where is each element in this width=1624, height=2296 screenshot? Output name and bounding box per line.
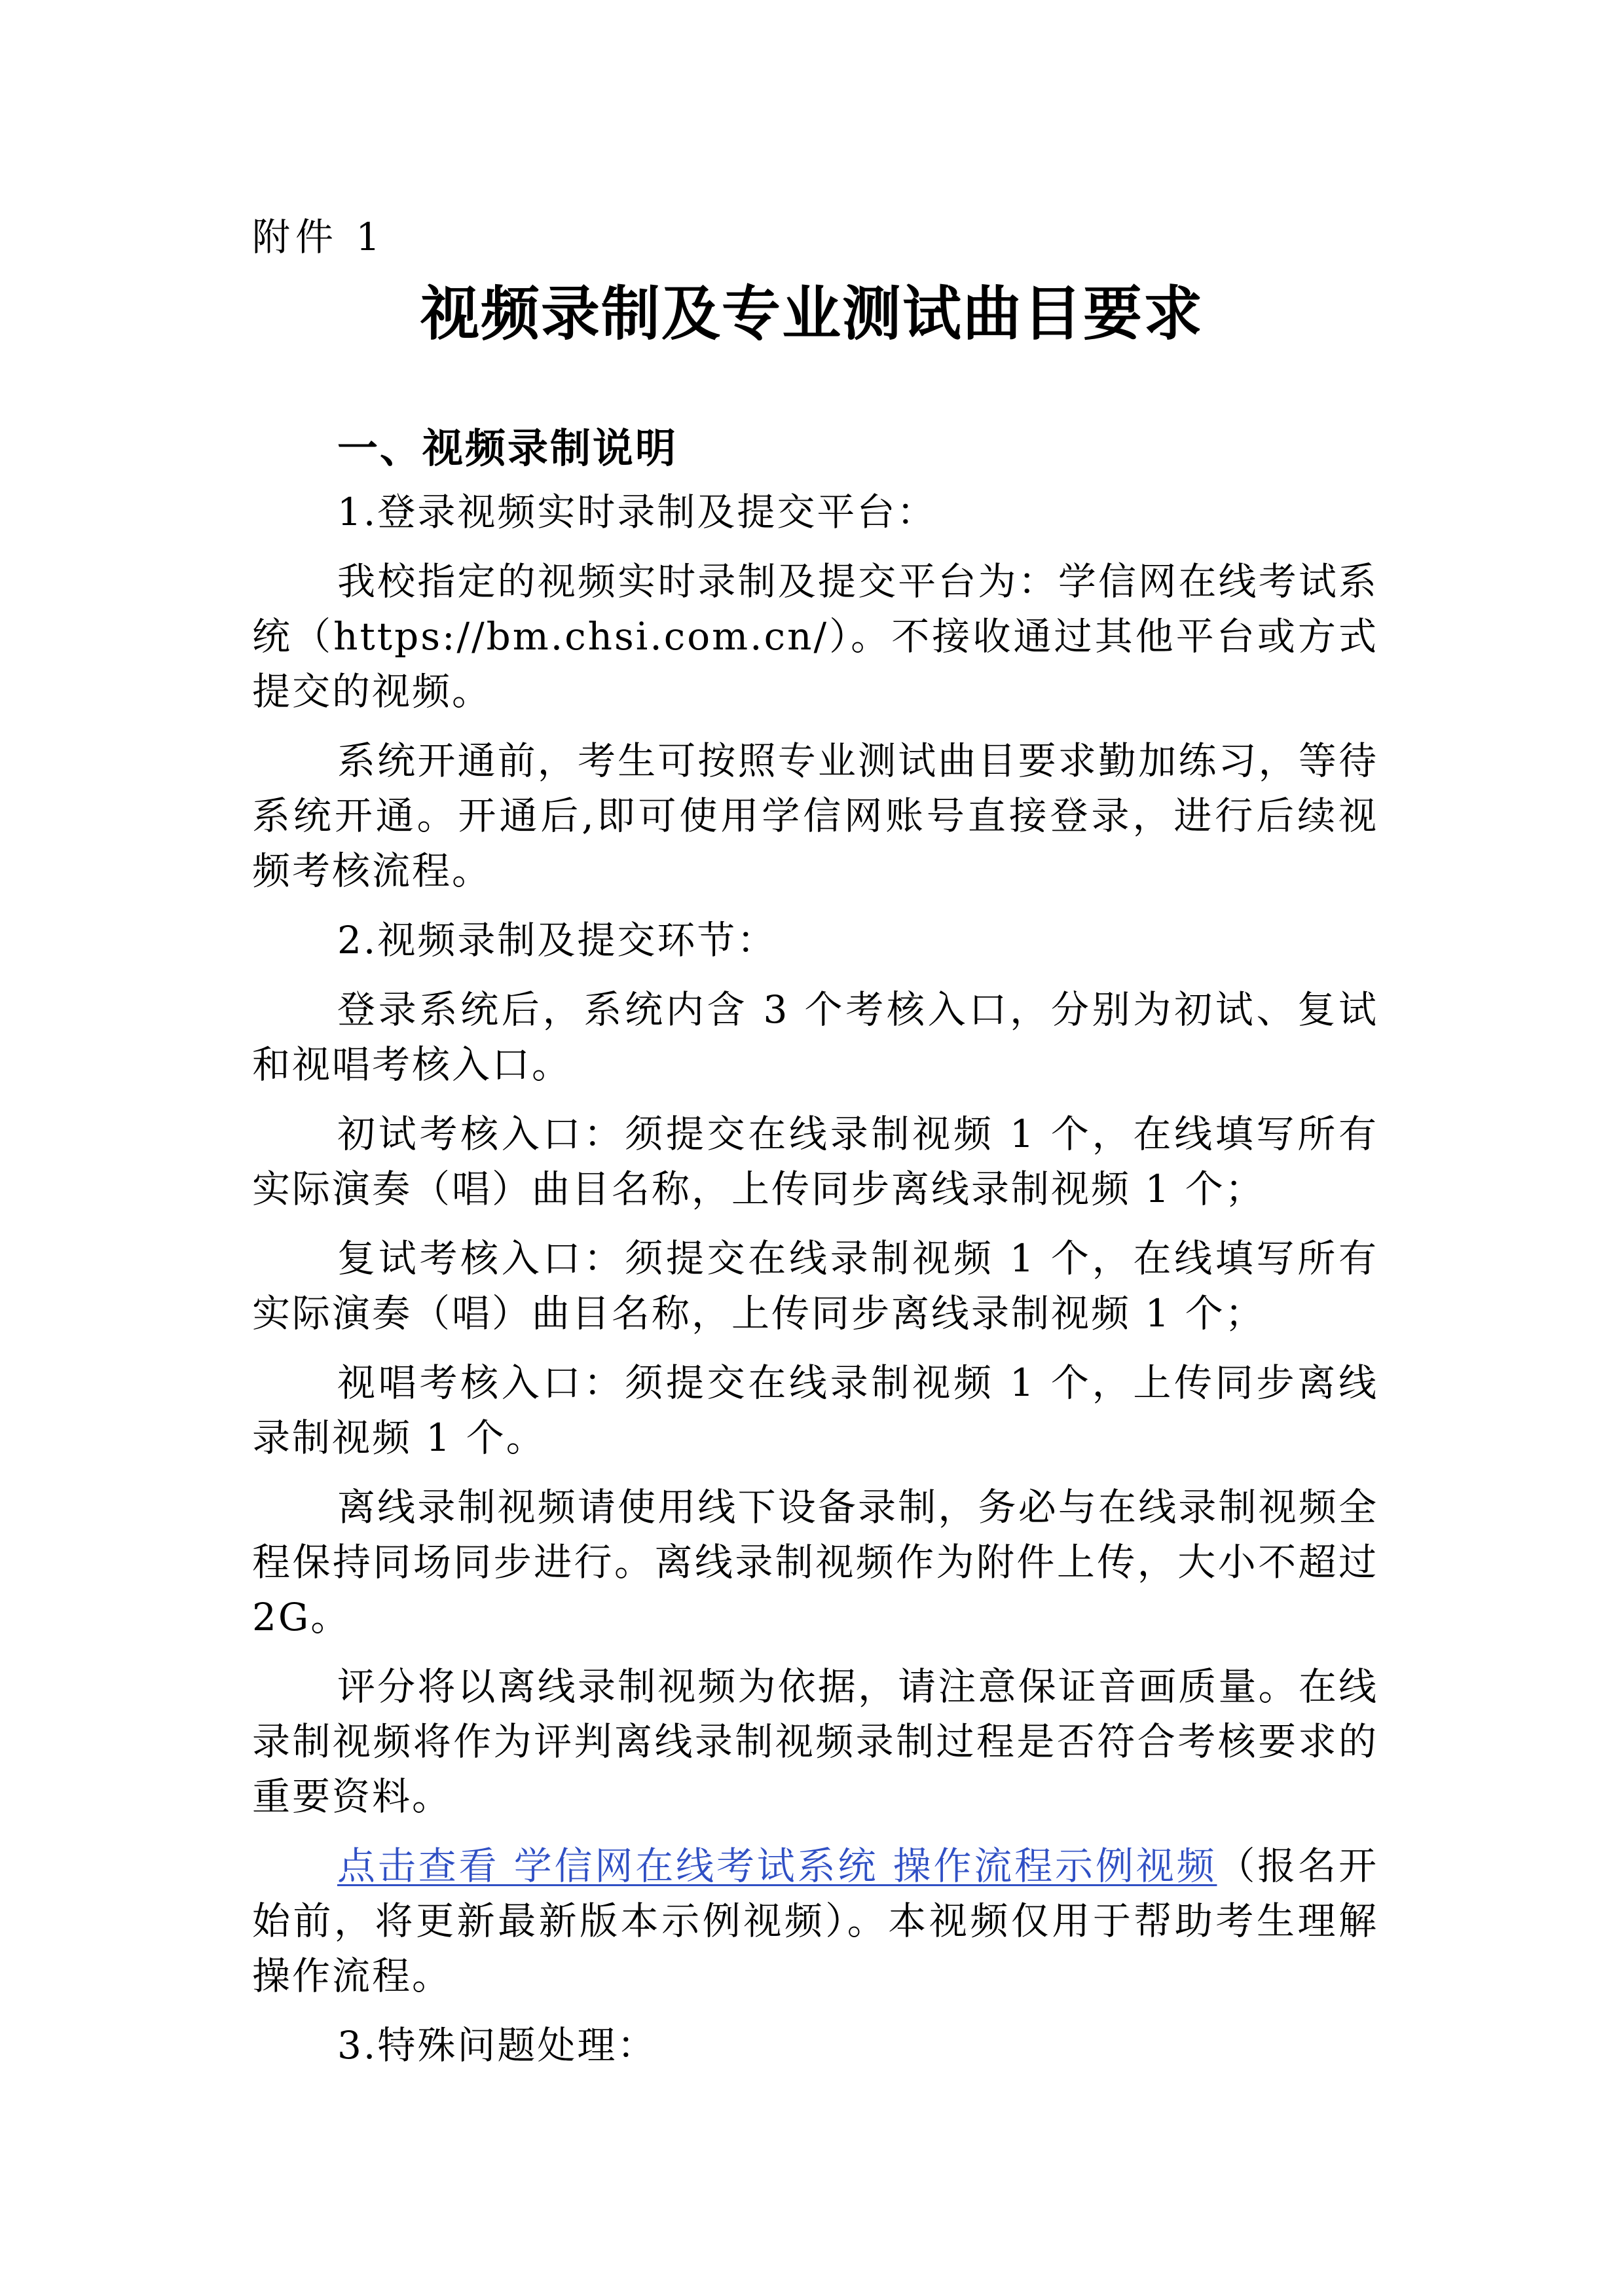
document-body (252, 412, 1378, 2087)
item2-paragraph-3: 复试考核入口：须提交在线录制视频 1 个，在线填写所有实际演奏（唱）曲目名称，上传同步离线录制视频 1 个； (252, 1236, 1378, 1336)
item2-paragraph-5: 离线录制视频请使用线下设备录制，务必与在线录制视频全程保持同场同步进行。离线录制视频作为附件上传，大小不超过 2G。 (252, 1485, 1378, 1639)
item2-paragraph-1: 登录系统后，系统内含 3 个考核入口，分别为初试、复试和视唱考核入口。 (252, 987, 1378, 1087)
item2-paragraph-6: 评分将以离线录制视频为依据，请注意保证音画质量。在线录制视频将作为评判离线录制视频录制过程是否符合考核要求的重要资料。 (252, 1664, 1378, 1819)
item3-title: 3.特殊问题处理： (337, 2023, 657, 2068)
item2-title: 2.视频录制及提交环节： (337, 918, 777, 962)
item2-paragraph-4: 视唱考核入口：须提交在线录制视频 1 个，上传同步离线录制视频 1 个。 (252, 1360, 1378, 1460)
demo-video-link[interactable]: 点击查看 学信网在线考试系统 操作流程示例视频 (337, 1844, 1217, 1888)
demo-video-note: （报名开始前，将更新最新版本示例视频）。本视频仅用于帮助考生理解操作流程。 (252, 1844, 1378, 1998)
item1-paragraph-2: 系统开通前，考生可按照专业测试曲目要求勤加练习，等待系统开通。开通后,即可使用学信网账号直接登录，进行后续视频考核流程。 (252, 738, 1378, 893)
item1-title: 1.登录视频实时录制及提交平台： (337, 490, 937, 534)
demo-video-paragraph (252, 1838, 1378, 2003)
attachment-label: 附件 1 (252, 215, 386, 259)
item2-paragraph-2: 初试考核入口：须提交在线录制视频 1 个，在线填写所有实际演奏（唱）曲目名称，上传同步离线录制视频 1 个； (252, 1112, 1378, 1211)
item1-paragraph-1: 我校指定的视频实时录制及提交平台为：学信网在线考试系统（https://bm.chsi.com.cn/）。不接收通过其他平台或方式提交的视频。 (252, 559, 1378, 714)
document-title: 视频录制及专业测试曲目要求 (420, 280, 1204, 348)
section-heading: 一、视频录制说明 (337, 424, 678, 472)
